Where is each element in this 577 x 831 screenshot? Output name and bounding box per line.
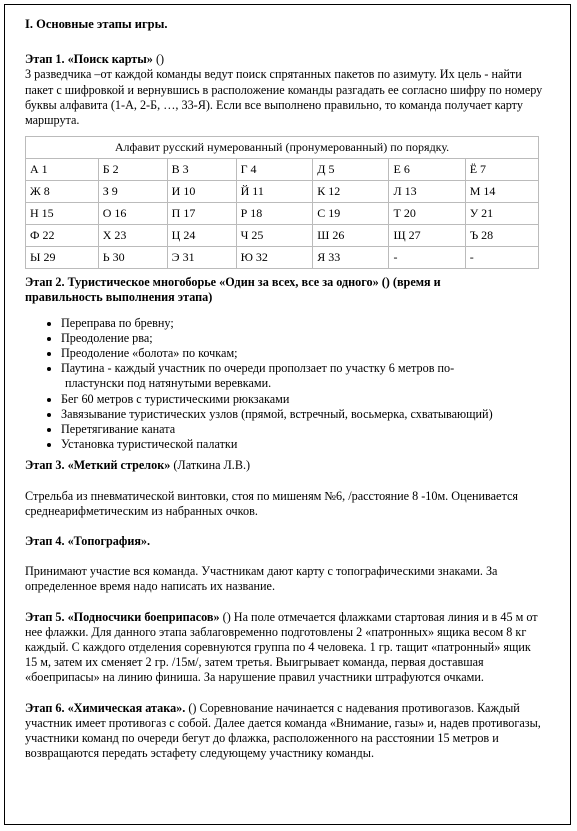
table-cell: Ц 24 [167, 225, 236, 247]
table-cell: - [465, 247, 538, 269]
list-item: • Установка туристической палатки [61, 437, 545, 452]
table-cell: Ъ 28 [465, 225, 538, 247]
table-cell: Ы 29 [26, 247, 99, 269]
stage3-after: (Латкина Л.В.) [170, 458, 251, 473]
table-cell: О 16 [98, 203, 167, 225]
table-cell: - [389, 247, 465, 269]
table-cell: Ш 26 [313, 225, 389, 247]
list-item: • Перетягивание каната [61, 422, 545, 437]
stage5-title: Этап 5. «Подносчики боеприпасов» [25, 609, 220, 624]
table-cell: С 19 [313, 203, 389, 225]
table-cell: К 12 [313, 181, 389, 203]
stage5-paragraph [25, 610, 545, 686]
table-cell: Щ 27 [389, 225, 465, 247]
stage5-text: () На поле отмечается флажками стартовая линия и в 45 м от нее флажки. Для данного этапа заблаговременно подготовлены 2 «патронных» ящика весом 8 кг каждый. С каждого отделения соревнуются группа по 4 человека. 1 гр. тащит «патронный» ящик 15 м, затем их сменяет 2 гр. /15м/, затем третья. Выигрывает команда, первая доставшая «боеприпасы» на линию финиша. За нарушение правил участники штрафуются очками. [25, 609, 538, 685]
list-item: • Переправа по бревну; [61, 316, 545, 331]
stage6-text: () Соревнование начинается с надевания противогазов. Каждый участник имеет противогаз с собой. Далее дается команда «Внимание, газы» и, надев противогазы, участники команд по очереди бегут до флажка, расположенного на расстоянии 15 метров и возвращаются передать эстафету следующему участнику команды. [25, 700, 541, 761]
table-cell: В 3 [167, 159, 236, 181]
table-cell: Б 2 [98, 159, 167, 181]
section-heading: I. Основные этапы игры. [25, 17, 168, 31]
table-cell: У 21 [465, 203, 538, 225]
table-cell: Й 11 [236, 181, 313, 203]
list-item: • Преодоление «болота» по кочкам; [61, 346, 545, 361]
table-row [26, 181, 539, 203]
stage2-title2: правильность выполнения этапа) [25, 290, 213, 305]
table-cell: Д 5 [313, 159, 389, 181]
table-cell: Н 15 [26, 203, 99, 225]
table-cell: П 17 [167, 203, 236, 225]
stage6-title: Этап 6. «Химическая атака». [25, 700, 186, 715]
table-cell: Ф 22 [26, 225, 99, 247]
stage2-title: Этап 2. Туристическое многоборье «Один за всех, все за одного» [25, 275, 379, 290]
table-cell: Ь 30 [98, 247, 167, 269]
stage4-title: Этап 4. «Топография». [25, 534, 151, 549]
table-cell: Г 4 [236, 159, 313, 181]
table-cell: Х 23 [98, 225, 167, 247]
list-item: • Преодоление рва; [61, 331, 545, 346]
list-item: • Завязывание туристических узлов (прямой, встречный, восьмерка, схватывающий) [61, 407, 545, 422]
table-cell: Т 20 [389, 203, 465, 225]
list-item-text: Паутина - каждый участник по очереди проползает по участку 6 метров по- [61, 361, 455, 376]
list-item [61, 361, 545, 391]
list-item-continuation: пластунски под натянутыми веревками. [65, 376, 272, 391]
table-cell: Ч 25 [236, 225, 313, 247]
stage6-paragraph [25, 701, 545, 762]
alphabet-caption: Алфавит русский нумерованный (пронумерованный) по порядку. [26, 137, 539, 159]
table-cell: А 1 [26, 159, 99, 181]
table-cell: Ю 32 [236, 247, 313, 269]
stage3-title: Этап 3. «Меткий стрелок» [25, 458, 171, 473]
document-page [4, 4, 571, 825]
table-row [26, 159, 539, 181]
table-cell: М 14 [465, 181, 538, 203]
table-cell: З 9 [98, 181, 167, 203]
table-row [26, 203, 539, 225]
table-cell: Р 18 [236, 203, 313, 225]
document-content [25, 17, 545, 762]
table-row [26, 225, 539, 247]
stage3-text: Стрельба из пневматической винтовки, стоя по мишеням №6, /расстояние 8 -10м. Оценивается среднеарифметическим из набранных очков. [25, 488, 518, 518]
stage1-text: 3 разведчика –от каждой команды ведут поиск спрятанных пакетов по азимуту. Их цель - найти пакет с шифровкой и вернувшись в расположение команды разгадать ее согласно шифру по номеру буквы алфавита (1-А, 2-Б, …, 33-Я). Если все выполнено правильно, то команда получает карту маршрута. [25, 67, 543, 128]
table-cell: Е 6 [389, 159, 465, 181]
stage1-paragraph [25, 52, 545, 67]
stage2-after: () (время и [378, 275, 441, 290]
stage2-title-cont [25, 290, 545, 305]
table-cell: Л 13 [389, 181, 465, 203]
alphabet-table [25, 136, 539, 269]
stage1-after: () [152, 52, 165, 67]
stage2-list [25, 316, 545, 453]
table-cell: Ё 7 [465, 159, 538, 181]
list-item: • Бег 60 метров с туристическими рюкзаками [61, 392, 545, 407]
stage2-paragraph [25, 275, 545, 290]
table-cell: Ж 8 [26, 181, 99, 203]
stage3-paragraph [25, 458, 545, 473]
table-cell: Я 33 [313, 247, 389, 269]
table-cell: И 10 [167, 181, 236, 203]
table-row [26, 247, 539, 269]
stage4-paragraph [25, 534, 545, 549]
stage4-text: Принимают участие вся команда. Участникам дают карту с топографическими знаками. За определенное время надо написать их название. [25, 564, 498, 594]
stage1-title: Этап 1. «Поиск карты» [25, 52, 153, 67]
table-cell: Э 31 [167, 247, 236, 269]
